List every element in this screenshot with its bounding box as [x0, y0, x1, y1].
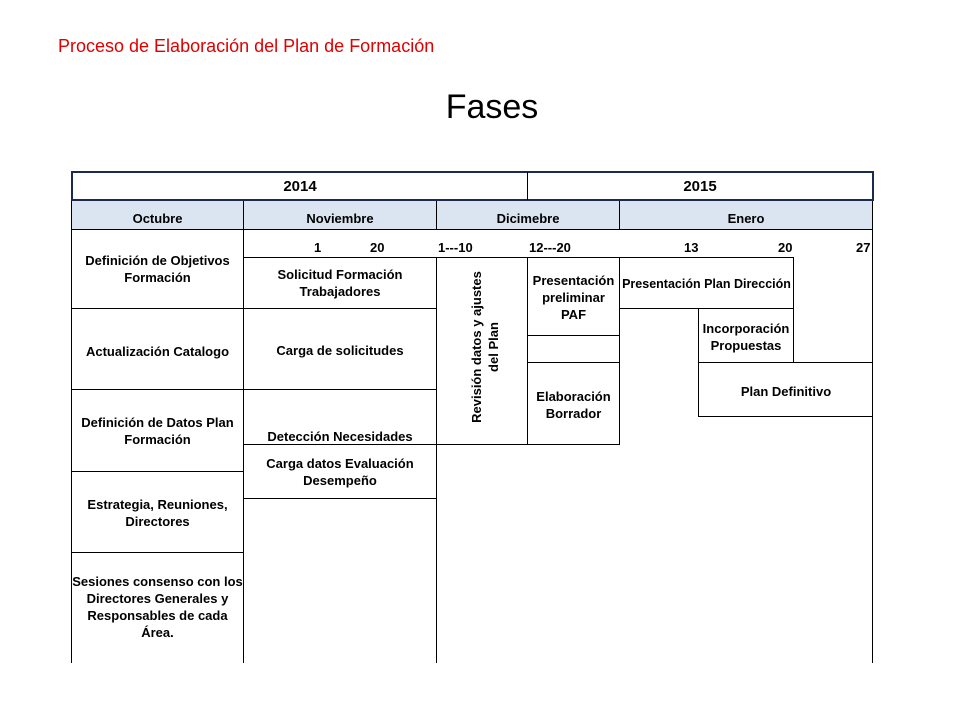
cell-octubre-row4: Estrategia, Reuniones, Directores: [87, 497, 228, 529]
cell-enero-plan-definitivo: Plan Definitivo: [740, 383, 832, 399]
day-ene-13: 13: [684, 240, 699, 255]
oct-row-line-1: [71, 308, 244, 309]
day-ene-20: 20: [778, 240, 793, 255]
oct-row-line-2: [71, 389, 244, 390]
cell-diciembre-elaboracion: Elaboración Borrador: [536, 389, 611, 421]
month-header-bottom: [71, 229, 873, 230]
dic-row-line-2: [527, 362, 620, 363]
cell-noviembre-evaluacion: Carga datos Evaluación Desempeño: [266, 456, 414, 488]
dic-row-line-0: [436, 257, 620, 258]
month-octubre: Octubre: [132, 211, 183, 226]
cell-octubre-row3: Definición de Datos Plan Formación: [81, 415, 234, 447]
month-diciembre: Dicimebre: [496, 211, 560, 226]
ene-row-line-0: [619, 257, 794, 258]
year-bottom-border: [71, 199, 874, 201]
ene-row-line-1: [619, 308, 794, 309]
col-line-nov-dic: [436, 257, 437, 663]
day-nov-20: 20: [370, 240, 385, 255]
nov-row-line-0: [243, 257, 437, 258]
slide-subtitle: Proceso de Elaboración del Plan de Formación: [58, 36, 435, 56]
nov-row-line-4: [243, 498, 437, 499]
cell-octubre-row1: Definición de Objetivos Formación: [85, 253, 230, 285]
nov-row-line-2: [243, 389, 437, 390]
month-enero: Enero: [727, 211, 765, 226]
slide-title: Fases: [445, 88, 539, 126]
day-dic-1-10: 1---10: [438, 240, 473, 255]
nov-row-line-1: [243, 308, 437, 309]
day-nov-1: 1: [314, 240, 322, 255]
day-dic-12-20: 12---20: [529, 240, 571, 255]
month-noviembre: Noviembre: [306, 211, 374, 226]
year-right-border: [872, 171, 874, 201]
col-line-right: [872, 201, 873, 663]
year-2014: 2014: [283, 177, 317, 195]
col-line-ene-dir: [793, 257, 794, 363]
oct-row-line-3: [71, 471, 244, 472]
dic-row-line-1: [527, 335, 620, 336]
cell-octubre-row5: Sesiones consenso con los Directores Generales y Responsables de cada Área.: [72, 574, 243, 640]
cell-diciembre-revision: Revisión datos y ajustes del Plan: [469, 271, 501, 423]
cell-enero-presentacion-direccion: Presentación Plan Dirección: [622, 276, 791, 291]
day-ene-27: 27: [856, 240, 871, 255]
cell-noviembre-deteccion: Detección Necesidades: [267, 428, 413, 444]
cell-octubre-row2: Actualización Catalogo: [85, 343, 230, 359]
oct-row-line-4: [71, 552, 244, 553]
cell-noviembre-carga: Carga de solicitudes: [276, 342, 404, 358]
ene-row-line-3: [698, 416, 873, 417]
ene-row-line-2: [698, 362, 873, 363]
col-line-dic-inner: [527, 257, 528, 444]
year-2015: 2015: [683, 177, 717, 195]
col-line-oct-nov: [243, 229, 244, 663]
dic-row-line-3: [436, 444, 620, 445]
cell-enero-incorporacion: Incorporación Propuestas: [702, 321, 790, 353]
cell-diciembre-presentacion: Presentación preliminar PAF: [532, 272, 615, 322]
cell-noviembre-solicitud: Solicitud Formación Trabajadores: [277, 267, 403, 299]
